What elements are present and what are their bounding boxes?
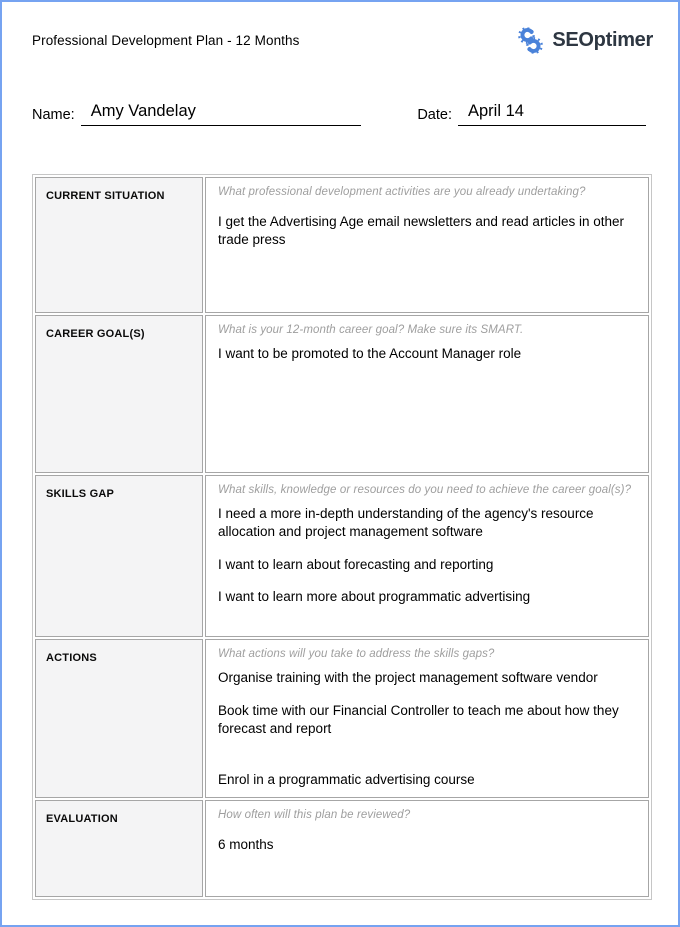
form-fields-row [32, 102, 646, 126]
answer-text: I want to learn more about programmatic advertising [218, 589, 531, 605]
name-value: Amy Vandelay [90, 102, 196, 120]
prompt-text: What actions will you take to address the skills gaps? [218, 648, 495, 660]
name-field-group [32, 102, 361, 126]
row-answer-cell[interactable] [205, 639, 649, 798]
date-label: Date: [417, 107, 452, 123]
row-answer-cell[interactable] [205, 315, 649, 473]
row-answer-cell[interactable] [205, 475, 649, 637]
prompt-text: What professional development activities are you already undertaking? [218, 186, 586, 198]
document-header [32, 22, 653, 58]
row-answer-cell[interactable] [205, 800, 649, 897]
prompt-text: How often will this plan be reviewed? [218, 809, 411, 822]
table-row-skills-gap [35, 475, 649, 637]
row-answer-cell[interactable] [205, 177, 649, 313]
seoptimer-logo-text: SEOptimer [552, 28, 653, 51]
page-title: Professional Development Plan - 12 Months [32, 32, 300, 48]
row-label: SKILLS GAP [46, 488, 115, 500]
table-row-career-goals [35, 315, 649, 473]
row-label-cell [35, 177, 203, 313]
row-label-cell [35, 315, 203, 473]
row-label: CURRENT SITUATION [46, 190, 165, 202]
answer-text: I want to be promoted to the Account Manager role [218, 346, 522, 361]
answer-text: Enrol in a programmatic advertising course [218, 772, 475, 788]
prompt-text: What skills, knowledge or resources do you need to achieve the career goal(s)? [218, 484, 632, 496]
answer-text: I want to learn about forecasting and reporting [218, 556, 494, 572]
answer-text: 6 months [218, 837, 274, 853]
row-label-cell [35, 475, 203, 637]
answer-text: Book time with our Financial Controller to teach me about how they forecast and report [218, 702, 619, 736]
table-row-current-situation [35, 177, 649, 313]
row-label-cell [35, 639, 203, 798]
seoptimer-logo [515, 25, 653, 56]
answer-text: I get the Advertising Age email newsletters and read articles in other trade press [218, 214, 624, 247]
seoptimer-gears-icon [515, 25, 546, 56]
row-label: ACTIONS [46, 652, 97, 664]
row-label: CAREER GOAL(S) [46, 328, 145, 340]
table-row-actions [35, 639, 649, 798]
prompt-text: What is your 12-month career goal? Make sure its SMART. [218, 324, 524, 336]
name-input[interactable] [81, 102, 361, 126]
row-label-cell [35, 800, 203, 897]
plan-table [32, 174, 652, 900]
date-value: April 14 [468, 102, 524, 120]
answer-text: I need a more in-depth understanding of the agency's resource allocation and project management software [218, 506, 594, 539]
name-label: Name: [32, 107, 75, 123]
date-field-group [417, 102, 646, 126]
answer-text: Organise training with the project management software vendor [218, 670, 598, 685]
date-input[interactable] [458, 102, 646, 126]
row-label: EVALUATION [46, 813, 118, 826]
table-row-evaluation [35, 800, 649, 897]
